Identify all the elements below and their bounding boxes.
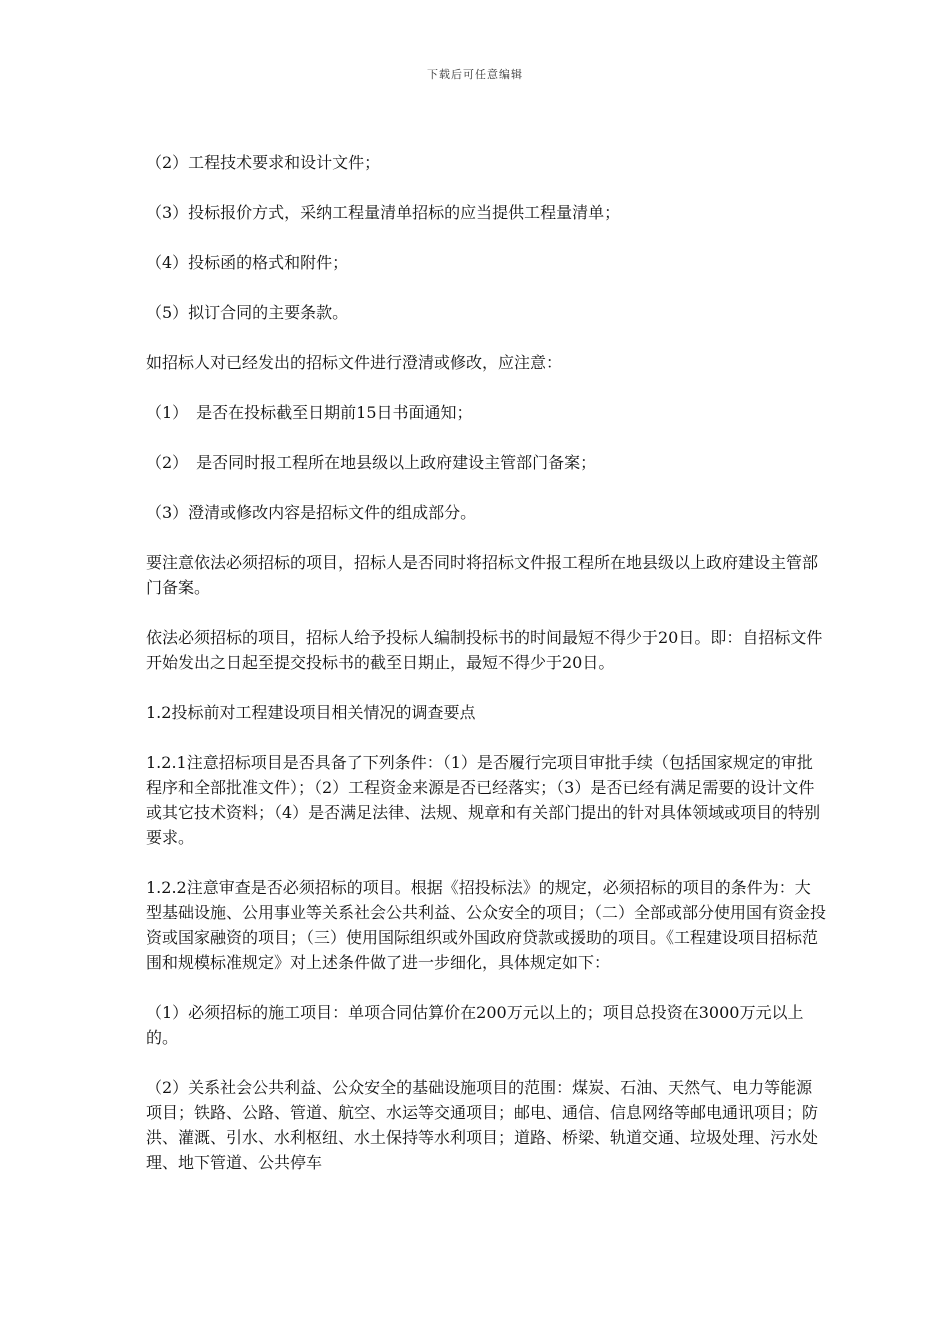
paragraph: （1）必须招标的施工项目：单项合同估算价在200万元以上的；项目总投资在3000万元以上的。 <box>146 1003 804 1047</box>
document-body <box>146 150 826 1200</box>
paragraph: （3）澄清或修改内容是招标文件的组成部分。 <box>146 503 477 522</box>
paragraph: （5）拟订合同的主要条款。 <box>146 303 349 322</box>
page-header: 下载后可任意编辑 <box>427 68 523 81</box>
paragraph: 要注意依法必须招标的项目，招标人是否同时将招标文件报工程所在地县级以上政府建设主管部门备案。 <box>146 553 819 597</box>
paragraph: （4）投标函的格式和附件； <box>146 253 349 272</box>
paragraph: 1.2.1注意招标项目是否具备了下列条件：（1）是否履行完项目审批手续（包括国家规定的审批程序和全部批准文件）；（2）工程资金来源是否已经落实；（3）是否已经有满足需要的设计文件或其它技术资料；（4）是否满足法律、法规、规章和有关部门提出的针对具体领域或项目的特别要求。 <box>146 753 821 847</box>
paragraph: （2） 是否同时报工程所在地县级以上政府建设主管部门备案； <box>146 453 597 472</box>
paragraph: （3）投标报价方式，采纳工程量清单招标的应当提供工程量清单； <box>146 203 621 222</box>
paragraph: 如招标人对已经发出的招标文件进行澄清或修改，应注意： <box>146 353 563 372</box>
section-heading: 1.2投标前对工程建设项目相关情况的调查要点 <box>146 703 476 722</box>
paragraph: 1.2.2注意审查是否必须招标的项目。根据《招投标法》的规定，必须招标的项目的条件为：大型基础设施、公用事业等关系社会公共利益、公众安全的项目；（二）全部或部分使用国有资金投资或国家融资的项目；（三）使用国际组织或外国政府贷款或援助的项目。《工程建设项目招标范围和规模标准规定》对上述条件做了进一步细化，具体规定如下： <box>146 878 827 972</box>
paragraph: 依法必须招标的项目，招标人给予投标人编制投标书的时间最短不得少于20日。即：自招标文件开始发出之日起至提交投标书的截至日期止，最短不得少于20日。 <box>146 628 823 672</box>
paragraph: （2）工程技术要求和设计文件； <box>146 153 381 172</box>
paragraph: （2）关系社会公共利益、公众安全的基础设施项目的范围：煤炭、石油、天然气、电力等能源项目；铁路、公路、管道、航空、水运等交通项目；邮电、通信、信息网络等邮电通讯项目；防洪、灌溉、引水、水利枢纽、水土保持等水利项目；道路、桥梁、轨道交通、垃圾处理、污水处理、地下管道、公共停车 <box>146 1078 819 1172</box>
paragraph: （1） 是否在投标截至日期前15日书面通知； <box>146 403 473 422</box>
